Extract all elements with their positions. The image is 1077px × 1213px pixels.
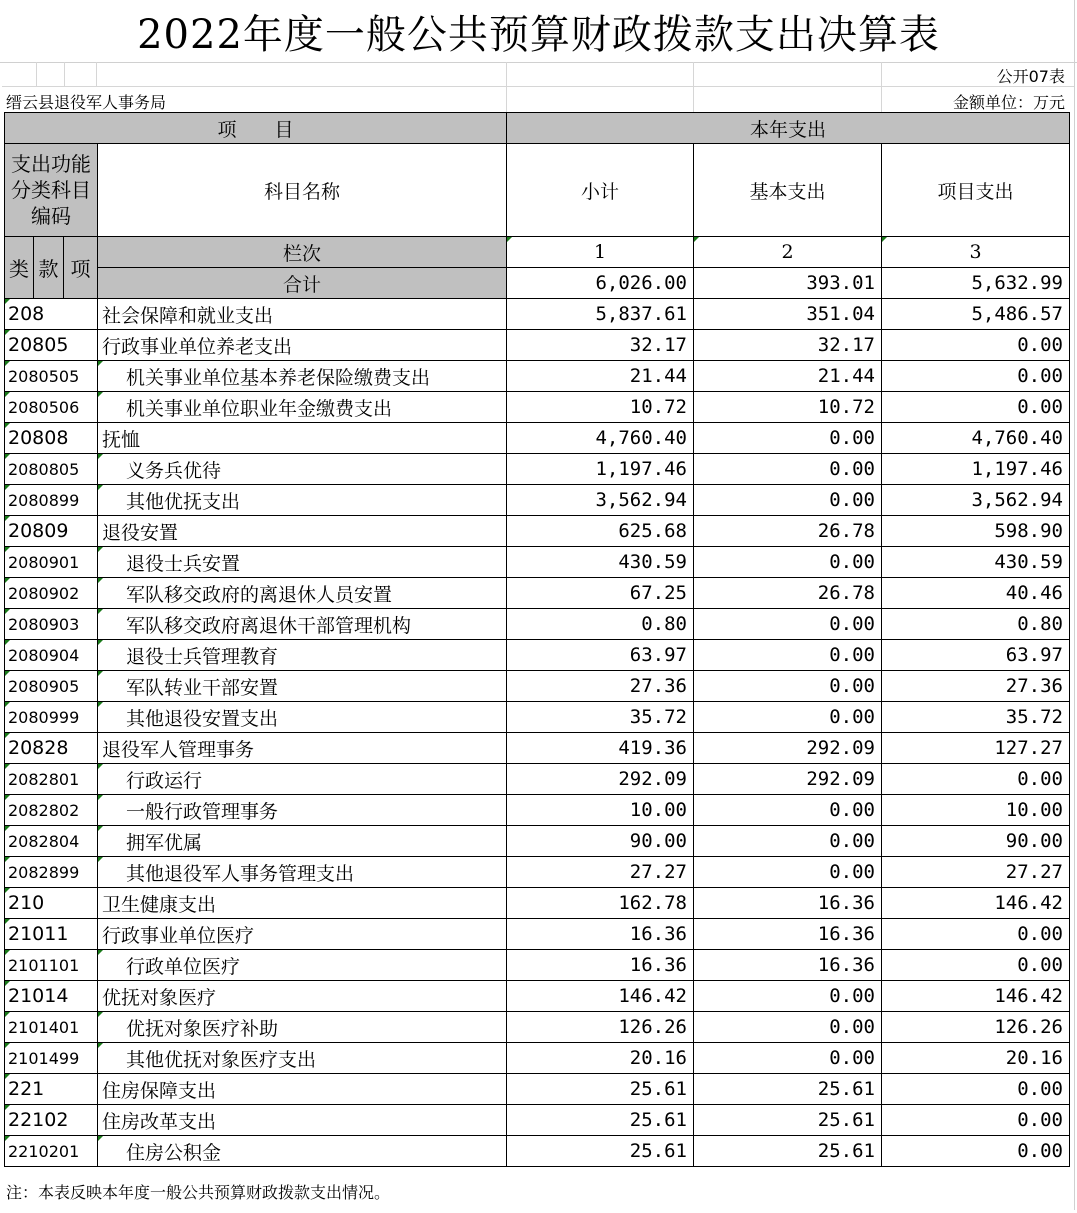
header-current-year: 本年支出 <box>507 113 1070 144</box>
row-name: 住房保障支出 <box>98 1074 507 1105</box>
grid-line <box>36 62 37 86</box>
row-subtotal: 16.36 <box>507 919 694 950</box>
total-label: 合计 <box>98 268 507 299</box>
table-row <box>5 826 1070 857</box>
row-basic: 32.17 <box>694 330 882 361</box>
row-code: 2082804 <box>5 826 98 857</box>
header-basic: 基本支出 <box>694 144 882 237</box>
header-kuan: 款 <box>34 237 64 299</box>
row-name: 行政事业单位医疗 <box>98 919 507 950</box>
row-code: 21011 <box>5 919 98 950</box>
row-project: 0.00 <box>882 1105 1070 1136</box>
row-subtotal: 10.00 <box>507 795 694 826</box>
row-code: 2080805 <box>5 454 98 485</box>
row-name: 卫生健康支出 <box>98 888 507 919</box>
row-code: 22102 <box>5 1105 98 1136</box>
column-number-1: 1 <box>507 237 694 268</box>
header-name-column: 科目名称 <box>98 144 507 237</box>
row-basic: 0.00 <box>694 547 882 578</box>
row-subtotal: 16.36 <box>507 950 694 981</box>
row-name: 退役军人管理事务 <box>98 733 507 764</box>
table-row <box>5 702 1070 733</box>
row-basic: 0.00 <box>694 454 882 485</box>
header-lei: 类 <box>5 237 34 299</box>
row-project: 146.42 <box>882 888 1070 919</box>
row-code: 20809 <box>5 516 98 547</box>
table-row <box>5 330 1070 361</box>
row-subtotal: 10.72 <box>507 392 694 423</box>
total-project: 5,632.99 <box>882 268 1070 299</box>
row-basic: 25.61 <box>694 1105 882 1136</box>
row-project: 3,562.94 <box>882 485 1070 516</box>
row-project: 146.42 <box>882 981 1070 1012</box>
header-xiang: 项 <box>64 237 98 299</box>
row-subtotal: 146.42 <box>507 981 694 1012</box>
row-project: 0.00 <box>882 1136 1070 1167</box>
table-row <box>5 1105 1070 1136</box>
row-basic: 0.00 <box>694 702 882 733</box>
table-row <box>5 299 1070 330</box>
table-row <box>5 485 1070 516</box>
row-name: 住房改革支出 <box>98 1105 507 1136</box>
row-code: 2080505 <box>5 361 98 392</box>
table-row <box>5 609 1070 640</box>
row-name: 其他退役安置支出 <box>98 702 507 733</box>
row-code: 208 <box>5 299 98 330</box>
row-basic: 26.78 <box>694 516 882 547</box>
header-lanci: 栏次 <box>98 237 507 268</box>
table-row <box>5 1012 1070 1043</box>
row-name: 优抚对象医疗 <box>98 981 507 1012</box>
row-subtotal: 4,760.40 <box>507 423 694 454</box>
footnote: 注：本表反映本年度一般公共预算财政拨款支出情况。 <box>6 1183 391 1202</box>
row-basic: 25.61 <box>694 1074 882 1105</box>
row-subtotal: 5,837.61 <box>507 299 694 330</box>
amount-unit: 金额单位：万元 <box>952 93 1065 112</box>
row-project: 0.00 <box>882 1074 1070 1105</box>
row-project: 27.36 <box>882 671 1070 702</box>
row-project: 90.00 <box>882 826 1070 857</box>
row-code: 2101101 <box>5 950 98 981</box>
table-row <box>5 392 1070 423</box>
table-row <box>5 764 1070 795</box>
row-code: 2080905 <box>5 671 98 702</box>
row-basic: 26.78 <box>694 578 882 609</box>
row-code: 2101401 <box>5 1012 98 1043</box>
row-subtotal: 1,197.46 <box>507 454 694 485</box>
row-basic: 0.00 <box>694 857 882 888</box>
row-project: 35.72 <box>882 702 1070 733</box>
row-name: 军队移交政府离退休干部管理机构 <box>98 609 507 640</box>
row-basic: 21.44 <box>694 361 882 392</box>
row-project: 0.80 <box>882 609 1070 640</box>
row-code: 2080506 <box>5 392 98 423</box>
row-name: 义务兵优待 <box>98 454 507 485</box>
row-subtotal: 32.17 <box>507 330 694 361</box>
grid-line <box>693 62 694 112</box>
row-subtotal: 126.26 <box>507 1012 694 1043</box>
row-project: 0.00 <box>882 919 1070 950</box>
row-code: 2080901 <box>5 547 98 578</box>
row-basic: 0.00 <box>694 1043 882 1074</box>
row-subtotal: 3,562.94 <box>507 485 694 516</box>
row-name: 行政运行 <box>98 764 507 795</box>
row-name: 社会保障和就业支出 <box>98 299 507 330</box>
row-name: 住房公积金 <box>98 1136 507 1167</box>
row-subtotal: 419.36 <box>507 733 694 764</box>
header-project: 项 目 <box>5 113 507 144</box>
row-subtotal: 25.61 <box>507 1136 694 1167</box>
table-row <box>5 1136 1070 1167</box>
row-name: 一般行政管理事务 <box>98 795 507 826</box>
column-number-2: 2 <box>694 237 882 268</box>
table-row <box>5 423 1070 454</box>
row-project: 126.26 <box>882 1012 1070 1043</box>
row-basic: 0.00 <box>694 423 882 454</box>
row-code: 2080902 <box>5 578 98 609</box>
row-subtotal: 27.27 <box>507 857 694 888</box>
row-subtotal: 90.00 <box>507 826 694 857</box>
row-name: 其他优抚支出 <box>98 485 507 516</box>
row-subtotal: 63.97 <box>507 640 694 671</box>
row-code: 221 <box>5 1074 98 1105</box>
row-name: 其他退役军人事务管理支出 <box>98 857 507 888</box>
row-name: 军队转业干部安置 <box>98 671 507 702</box>
row-project: 0.00 <box>882 392 1070 423</box>
row-project: 0.00 <box>882 764 1070 795</box>
row-project: 5,486.57 <box>882 299 1070 330</box>
row-project: 63.97 <box>882 640 1070 671</box>
row-basic: 16.36 <box>694 950 882 981</box>
total-basic: 393.01 <box>694 268 882 299</box>
row-code: 2080903 <box>5 609 98 640</box>
grid-line <box>506 62 507 112</box>
row-basic: 10.72 <box>694 392 882 423</box>
table-row <box>5 454 1070 485</box>
row-subtotal: 0.80 <box>507 609 694 640</box>
header-code-column: 支出功能分类科目编码 <box>5 144 98 237</box>
page-title: 2022年度一般公共预算财政拨款支出决算表 <box>0 0 1077 63</box>
row-name: 机关事业单位职业年金缴费支出 <box>98 392 507 423</box>
row-basic: 0.00 <box>694 640 882 671</box>
row-name: 其他优抚对象医疗支出 <box>98 1043 507 1074</box>
grid-line <box>2 86 1074 87</box>
table-row <box>5 795 1070 826</box>
row-code: 20805 <box>5 330 98 361</box>
row-code: 2082899 <box>5 857 98 888</box>
table-row <box>5 361 1070 392</box>
row-subtotal: 162.78 <box>507 888 694 919</box>
table-row <box>5 857 1070 888</box>
row-subtotal: 27.36 <box>507 671 694 702</box>
row-project: 0.00 <box>882 361 1070 392</box>
row-subtotal: 430.59 <box>507 547 694 578</box>
table-row <box>5 671 1070 702</box>
row-project: 430.59 <box>882 547 1070 578</box>
table-row <box>5 733 1070 764</box>
row-name: 机关事业单位基本养老保险缴费支出 <box>98 361 507 392</box>
row-basic: 16.36 <box>694 919 882 950</box>
total-subtotal: 6,026.00 <box>507 268 694 299</box>
table-row <box>5 888 1070 919</box>
row-project: 4,760.40 <box>882 423 1070 454</box>
row-subtotal: 625.68 <box>507 516 694 547</box>
row-project: 1,197.46 <box>882 454 1070 485</box>
row-subtotal: 292.09 <box>507 764 694 795</box>
row-subtotal: 35.72 <box>507 702 694 733</box>
table-row <box>5 1043 1070 1074</box>
row-project: 0.00 <box>882 950 1070 981</box>
table-row <box>5 981 1070 1012</box>
row-name: 行政单位医疗 <box>98 950 507 981</box>
row-project: 127.27 <box>882 733 1070 764</box>
budget-table <box>4 112 1070 1167</box>
row-project: 0.00 <box>882 330 1070 361</box>
row-basic: 0.00 <box>694 1012 882 1043</box>
row-basic: 0.00 <box>694 609 882 640</box>
grid-line <box>96 62 97 86</box>
row-name: 退役安置 <box>98 516 507 547</box>
header-project-exp: 项目支出 <box>882 144 1070 237</box>
row-name: 优抚对象医疗补助 <box>98 1012 507 1043</box>
row-basic: 292.09 <box>694 764 882 795</box>
row-name: 抚恤 <box>98 423 507 454</box>
row-subtotal: 25.61 <box>507 1105 694 1136</box>
table-row <box>5 919 1070 950</box>
row-code: 2082801 <box>5 764 98 795</box>
table-row <box>5 578 1070 609</box>
row-basic: 292.09 <box>694 733 882 764</box>
table-row <box>5 640 1070 671</box>
row-code: 2101499 <box>5 1043 98 1074</box>
row-code: 2080999 <box>5 702 98 733</box>
row-name: 行政事业单位养老支出 <box>98 330 507 361</box>
grid-line <box>64 62 65 86</box>
table-row <box>5 547 1070 578</box>
row-basic: 0.00 <box>694 485 882 516</box>
row-project: 27.27 <box>882 857 1070 888</box>
row-code: 21014 <box>5 981 98 1012</box>
column-number-3: 3 <box>882 237 1070 268</box>
row-basic: 25.61 <box>694 1136 882 1167</box>
row-code: 2080904 <box>5 640 98 671</box>
row-code: 2082802 <box>5 795 98 826</box>
row-code: 210 <box>5 888 98 919</box>
row-basic: 0.00 <box>694 795 882 826</box>
row-project: 10.00 <box>882 795 1070 826</box>
grid-line <box>881 62 882 112</box>
row-basic: 351.04 <box>694 299 882 330</box>
row-basic: 0.00 <box>694 981 882 1012</box>
row-subtotal: 20.16 <box>507 1043 694 1074</box>
form-number: 公开07表 <box>996 67 1065 86</box>
row-basic: 16.36 <box>694 888 882 919</box>
row-code: 20828 <box>5 733 98 764</box>
organization-name: 缙云县退役军人事务局 <box>6 93 167 112</box>
row-project: 598.90 <box>882 516 1070 547</box>
header-subtotal: 小计 <box>507 144 694 237</box>
row-project: 20.16 <box>882 1043 1070 1074</box>
row-name: 军队移交政府的离退休人员安置 <box>98 578 507 609</box>
table-row <box>5 950 1070 981</box>
row-subtotal: 25.61 <box>507 1074 694 1105</box>
table-row <box>5 516 1070 547</box>
row-subtotal: 67.25 <box>507 578 694 609</box>
row-name: 退役士兵管理教育 <box>98 640 507 671</box>
table-row <box>5 1074 1070 1105</box>
row-project: 40.46 <box>882 578 1070 609</box>
row-basic: 0.00 <box>694 671 882 702</box>
row-code: 20808 <box>5 423 98 454</box>
row-code: 2210201 <box>5 1136 98 1167</box>
row-subtotal: 21.44 <box>507 361 694 392</box>
row-name: 退役士兵安置 <box>98 547 507 578</box>
row-basic: 0.00 <box>694 826 882 857</box>
row-code: 2080899 <box>5 485 98 516</box>
row-name: 拥军优属 <box>98 826 507 857</box>
